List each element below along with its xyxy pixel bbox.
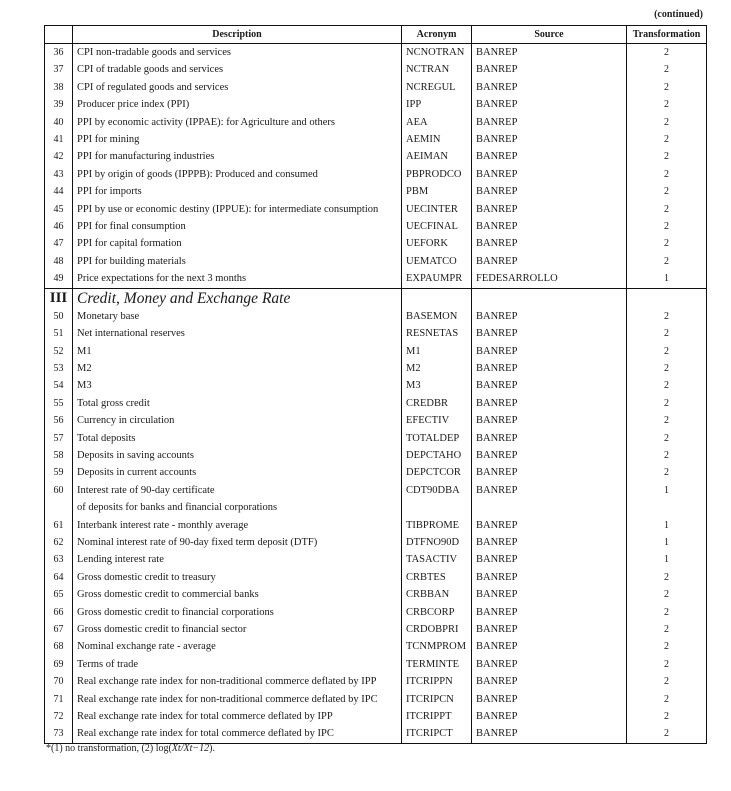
header-transformation: Transformation bbox=[627, 26, 707, 44]
cell-description: M3 bbox=[73, 377, 402, 394]
cell-description: Currency in circulation bbox=[73, 412, 402, 429]
table-row bbox=[45, 114, 707, 131]
cell-source: BANREP bbox=[472, 656, 627, 673]
cell-source: BANREP bbox=[472, 569, 627, 586]
cell-source: BANREP bbox=[472, 447, 627, 464]
table-row bbox=[45, 218, 707, 235]
cell-acronym: NCREGUL bbox=[402, 79, 472, 96]
cell-description: PPI for manufacturing industries bbox=[73, 148, 402, 165]
header-description: Description bbox=[73, 26, 402, 44]
cell-num: 58 bbox=[45, 447, 73, 464]
cell-description: CPI of tradable goods and services bbox=[73, 61, 402, 78]
cell-source: BANREP bbox=[472, 725, 627, 743]
cell-source: BANREP bbox=[472, 673, 627, 690]
table-row bbox=[45, 253, 707, 270]
table-row bbox=[45, 360, 707, 377]
table-row bbox=[45, 131, 707, 148]
cell-description: PPI by economic activity (IPPAE): for Agriculture and others bbox=[73, 114, 402, 131]
cell-acronym: EFECTIV bbox=[402, 412, 472, 429]
table-row bbox=[45, 96, 707, 113]
cell-source: BANREP bbox=[472, 183, 627, 200]
cell-transformation: 2 bbox=[627, 586, 707, 603]
table-row bbox=[45, 166, 707, 183]
cell-source: BANREP bbox=[472, 201, 627, 218]
cell-description: Lending interest rate bbox=[73, 551, 402, 568]
cell-transformation: 2 bbox=[627, 131, 707, 148]
table-row bbox=[45, 325, 707, 342]
cell-acronym: DTFNO90D bbox=[402, 534, 472, 551]
table-row bbox=[45, 534, 707, 551]
section-blank-cell bbox=[402, 288, 472, 308]
cell-acronym: AEMIN bbox=[402, 131, 472, 148]
cell-description: Gross domestic credit to financial corporations bbox=[73, 604, 402, 621]
cell-description: Deposits in saving accounts bbox=[73, 447, 402, 464]
cell-transformation bbox=[627, 499, 707, 516]
cell-num: 61 bbox=[45, 517, 73, 534]
footnote-suffix: ). bbox=[209, 743, 215, 754]
cell-num: 70 bbox=[45, 673, 73, 690]
cell-transformation: 2 bbox=[627, 201, 707, 218]
cell-acronym: DEPCTAHO bbox=[402, 447, 472, 464]
cell-num: 55 bbox=[45, 395, 73, 412]
table-row bbox=[45, 464, 707, 481]
table-row bbox=[45, 604, 707, 621]
table-row bbox=[45, 148, 707, 165]
cell-acronym: IPP bbox=[402, 96, 472, 113]
cell-transformation: 2 bbox=[627, 96, 707, 113]
cell-acronym: NCTRAN bbox=[402, 61, 472, 78]
header-number bbox=[45, 26, 73, 44]
cell-description: PPI by origin of goods (IPPPB): Produced and consumed bbox=[73, 166, 402, 183]
section-blank-cell bbox=[627, 288, 707, 308]
cell-transformation: 2 bbox=[627, 691, 707, 708]
cell-num: 38 bbox=[45, 79, 73, 96]
table-row bbox=[45, 586, 707, 603]
table-row bbox=[45, 482, 707, 499]
cell-transformation: 2 bbox=[627, 183, 707, 200]
table-row bbox=[45, 343, 707, 360]
table-row bbox=[45, 201, 707, 218]
cell-num: 45 bbox=[45, 201, 73, 218]
table-row bbox=[45, 691, 707, 708]
cell-transformation: 2 bbox=[627, 464, 707, 481]
cell-transformation: 2 bbox=[627, 148, 707, 165]
cell-transformation: 2 bbox=[627, 673, 707, 690]
cell-transformation: 2 bbox=[627, 308, 707, 325]
cell-acronym: CDT90DBA bbox=[402, 482, 472, 499]
cell-transformation: 2 bbox=[627, 235, 707, 252]
cell-acronym: ITCRIPPN bbox=[402, 673, 472, 690]
cell-description: Nominal exchange rate - average bbox=[73, 638, 402, 655]
cell-transformation: 1 bbox=[627, 270, 707, 288]
footnote-prefix: *(1) no transformation, (2) log( bbox=[46, 743, 172, 754]
cell-num: 41 bbox=[45, 131, 73, 148]
cell-source: BANREP bbox=[472, 325, 627, 342]
cell-transformation: 2 bbox=[627, 604, 707, 621]
cell-description: Nominal interest rate of 90-day fixed term deposit (DTF) bbox=[73, 534, 402, 551]
section-title: Credit, Money and Exchange Rate bbox=[73, 288, 402, 308]
cell-num: 52 bbox=[45, 343, 73, 360]
cell-num: 53 bbox=[45, 360, 73, 377]
cell-num: 71 bbox=[45, 691, 73, 708]
cell-description: PPI by use or economic destiny (IPPUE): for intermediate consumption bbox=[73, 201, 402, 218]
cell-source: BANREP bbox=[472, 517, 627, 534]
cell-transformation: 2 bbox=[627, 61, 707, 78]
cell-description: Total gross credit bbox=[73, 395, 402, 412]
cell-description: PPI for imports bbox=[73, 183, 402, 200]
cell-acronym: AEA bbox=[402, 114, 472, 131]
cell-description: PPI for capital formation bbox=[73, 235, 402, 252]
cell-num: 62 bbox=[45, 534, 73, 551]
cell-source: BANREP bbox=[472, 412, 627, 429]
table-row bbox=[45, 430, 707, 447]
cell-transformation: 2 bbox=[627, 569, 707, 586]
cell-description: M1 bbox=[73, 343, 402, 360]
cell-acronym: ITCRIPCN bbox=[402, 691, 472, 708]
cell-transformation: 2 bbox=[627, 621, 707, 638]
cell-num: 67 bbox=[45, 621, 73, 638]
cell-description: of deposits for banks and financial corporations bbox=[73, 499, 402, 516]
table-row bbox=[45, 235, 707, 252]
cell-description: Net international reserves bbox=[73, 325, 402, 342]
footnote bbox=[46, 743, 215, 754]
cell-transformation: 2 bbox=[627, 253, 707, 270]
cell-transformation: 2 bbox=[627, 325, 707, 342]
cell-acronym: BASEMON bbox=[402, 308, 472, 325]
cell-source: BANREP bbox=[472, 534, 627, 551]
cell-source: BANREP bbox=[472, 79, 627, 96]
cell-source: BANREP bbox=[472, 166, 627, 183]
cell-description: Gross domestic credit to treasury bbox=[73, 569, 402, 586]
table-row bbox=[45, 61, 707, 78]
cell-source: BANREP bbox=[472, 464, 627, 481]
cell-source: BANREP bbox=[472, 551, 627, 568]
cell-acronym: PBPRODCO bbox=[402, 166, 472, 183]
cell-source: BANREP bbox=[472, 708, 627, 725]
cell-source: BANREP bbox=[472, 360, 627, 377]
cell-num: 69 bbox=[45, 656, 73, 673]
cell-num: 64 bbox=[45, 569, 73, 586]
cell-description: Price expectations for the next 3 months bbox=[73, 270, 402, 288]
cell-source: BANREP bbox=[472, 395, 627, 412]
cell-description: M2 bbox=[73, 360, 402, 377]
cell-transformation: 2 bbox=[627, 395, 707, 412]
cell-num: 60 bbox=[45, 482, 73, 499]
cell-transformation: 2 bbox=[627, 79, 707, 96]
cell-num: 44 bbox=[45, 183, 73, 200]
table-header-row bbox=[45, 26, 707, 44]
cell-transformation: 2 bbox=[627, 412, 707, 429]
table-row bbox=[45, 569, 707, 586]
cell-num: 49 bbox=[45, 270, 73, 288]
cell-source: BANREP bbox=[472, 638, 627, 655]
cell-description: Real exchange rate index for total commerce deflated by IPP bbox=[73, 708, 402, 725]
cell-description: PPI for mining bbox=[73, 131, 402, 148]
cell-description: Total deposits bbox=[73, 430, 402, 447]
cell-description: Interest rate of 90-day certificate bbox=[73, 482, 402, 499]
cell-transformation: 2 bbox=[627, 166, 707, 183]
cell-num: 57 bbox=[45, 430, 73, 447]
cell-acronym: TERMINTE bbox=[402, 656, 472, 673]
cell-acronym: M2 bbox=[402, 360, 472, 377]
cell-source: BANREP bbox=[472, 235, 627, 252]
cell-acronym: UECFINAL bbox=[402, 218, 472, 235]
cell-description: Producer price index (PPI) bbox=[73, 96, 402, 113]
cell-transformation: 2 bbox=[627, 638, 707, 655]
cell-transformation: 1 bbox=[627, 534, 707, 551]
cell-description: PPI for building materials bbox=[73, 253, 402, 270]
table-row bbox=[45, 395, 707, 412]
table-row bbox=[45, 656, 707, 673]
cell-acronym: UEFORK bbox=[402, 235, 472, 252]
section-numeral: III bbox=[45, 288, 73, 308]
table-row bbox=[45, 708, 707, 725]
cell-transformation: 2 bbox=[627, 430, 707, 447]
cell-source: BANREP bbox=[472, 604, 627, 621]
cell-num: 46 bbox=[45, 218, 73, 235]
table-row bbox=[45, 79, 707, 96]
cell-acronym: ITCRIPPT bbox=[402, 708, 472, 725]
cell-transformation: 2 bbox=[627, 360, 707, 377]
cell-description: Real exchange rate index for non-traditional commerce deflated by IPC bbox=[73, 691, 402, 708]
cell-source: BANREP bbox=[472, 343, 627, 360]
cell-acronym: TIBPROME bbox=[402, 517, 472, 534]
section-header-row bbox=[45, 288, 707, 308]
cell-transformation: 1 bbox=[627, 551, 707, 568]
cell-num: 54 bbox=[45, 377, 73, 394]
cell-num: 40 bbox=[45, 114, 73, 131]
cell-description: Monetary base bbox=[73, 308, 402, 325]
cell-acronym: TCNMPROM bbox=[402, 638, 472, 655]
cell-num: 63 bbox=[45, 551, 73, 568]
cell-acronym: M1 bbox=[402, 343, 472, 360]
cell-transformation: 2 bbox=[627, 725, 707, 743]
cell-transformation: 2 bbox=[627, 343, 707, 360]
cell-source: BANREP bbox=[472, 61, 627, 78]
cell-num: 36 bbox=[45, 44, 73, 62]
variables-table bbox=[44, 25, 707, 744]
cell-num bbox=[45, 499, 73, 516]
cell-num: 50 bbox=[45, 308, 73, 325]
table-body bbox=[45, 44, 707, 744]
table-row bbox=[45, 638, 707, 655]
cell-acronym: ITCRIPCT bbox=[402, 725, 472, 743]
cell-description: Interbank interest rate - monthly average bbox=[73, 517, 402, 534]
cell-source: BANREP bbox=[472, 308, 627, 325]
cell-transformation: 2 bbox=[627, 708, 707, 725]
cell-source: BANREP bbox=[472, 96, 627, 113]
cell-num: 37 bbox=[45, 61, 73, 78]
cell-num: 73 bbox=[45, 725, 73, 743]
cell-transformation: 1 bbox=[627, 482, 707, 499]
cell-source: BANREP bbox=[472, 148, 627, 165]
cell-transformation: 2 bbox=[627, 656, 707, 673]
table-row bbox=[45, 270, 707, 288]
cell-num: 51 bbox=[45, 325, 73, 342]
table-row bbox=[45, 183, 707, 200]
cell-acronym: CRBTES bbox=[402, 569, 472, 586]
table-row bbox=[45, 499, 707, 516]
cell-transformation: 2 bbox=[627, 447, 707, 464]
table-row bbox=[45, 551, 707, 568]
cell-description: Real exchange rate index for total commerce deflated by IPC bbox=[73, 725, 402, 743]
cell-num: 43 bbox=[45, 166, 73, 183]
cell-source: BANREP bbox=[472, 621, 627, 638]
section-blank-cell bbox=[472, 288, 627, 308]
cell-description: CPI of regulated goods and services bbox=[73, 79, 402, 96]
cell-acronym: UEMATCO bbox=[402, 253, 472, 270]
cell-acronym: UECINTER bbox=[402, 201, 472, 218]
cell-source: BANREP bbox=[472, 377, 627, 394]
cell-source: BANREP bbox=[472, 586, 627, 603]
cell-acronym: M3 bbox=[402, 377, 472, 394]
continued-label: (continued) bbox=[654, 9, 703, 20]
cell-source: BANREP bbox=[472, 114, 627, 131]
cell-description: Gross domestic credit to commercial banks bbox=[73, 586, 402, 603]
cell-acronym: EXPAUMPR bbox=[402, 270, 472, 288]
cell-acronym bbox=[402, 499, 472, 516]
cell-num: 66 bbox=[45, 604, 73, 621]
cell-transformation: 2 bbox=[627, 218, 707, 235]
cell-description: PPI for final consumption bbox=[73, 218, 402, 235]
cell-acronym: PBM bbox=[402, 183, 472, 200]
cell-num: 47 bbox=[45, 235, 73, 252]
cell-transformation: 2 bbox=[627, 114, 707, 131]
cell-num: 59 bbox=[45, 464, 73, 481]
cell-num: 48 bbox=[45, 253, 73, 270]
cell-acronym: CRDOBPRI bbox=[402, 621, 472, 638]
table-row bbox=[45, 447, 707, 464]
cell-source: BANREP bbox=[472, 218, 627, 235]
table-row bbox=[45, 412, 707, 429]
cell-acronym: NCNOTRAN bbox=[402, 44, 472, 62]
cell-description: Deposits in current accounts bbox=[73, 464, 402, 481]
cell-source: BANREP bbox=[472, 482, 627, 499]
header-source: Source bbox=[472, 26, 627, 44]
cell-acronym: CRBBAN bbox=[402, 586, 472, 603]
cell-num: 65 bbox=[45, 586, 73, 603]
cell-num: 56 bbox=[45, 412, 73, 429]
cell-source: BANREP bbox=[472, 691, 627, 708]
cell-num: 42 bbox=[45, 148, 73, 165]
cell-description: Terms of trade bbox=[73, 656, 402, 673]
table-row bbox=[45, 44, 707, 62]
cell-description: Real exchange rate index for non-traditional commerce deflated by IPP bbox=[73, 673, 402, 690]
cell-source: BANREP bbox=[472, 44, 627, 62]
cell-transformation: 2 bbox=[627, 44, 707, 62]
cell-num: 39 bbox=[45, 96, 73, 113]
cell-num: 72 bbox=[45, 708, 73, 725]
cell-source: BANREP bbox=[472, 253, 627, 270]
cell-transformation: 1 bbox=[627, 517, 707, 534]
table-row bbox=[45, 377, 707, 394]
cell-acronym: RESNETAS bbox=[402, 325, 472, 342]
table-row bbox=[45, 308, 707, 325]
table-row bbox=[45, 621, 707, 638]
cell-description: Gross domestic credit to financial sector bbox=[73, 621, 402, 638]
cell-num: 68 bbox=[45, 638, 73, 655]
cell-acronym: CRBCORP bbox=[402, 604, 472, 621]
cell-description: CPI non-tradable goods and services bbox=[73, 44, 402, 62]
cell-transformation: 2 bbox=[627, 377, 707, 394]
cell-source: BANREP bbox=[472, 430, 627, 447]
cell-source bbox=[472, 499, 627, 516]
cell-source: BANREP bbox=[472, 131, 627, 148]
cell-acronym: TASACTIV bbox=[402, 551, 472, 568]
table-row bbox=[45, 517, 707, 534]
cell-acronym: TOTALDEP bbox=[402, 430, 472, 447]
footnote-formula: Xt/Xt−12 bbox=[171, 743, 210, 754]
cell-acronym: AEIMAN bbox=[402, 148, 472, 165]
header-acronym: Acronym bbox=[402, 26, 472, 44]
table-row bbox=[45, 725, 707, 743]
table-row bbox=[45, 673, 707, 690]
cell-source: FEDESARROLLO bbox=[472, 270, 627, 288]
cell-acronym: DEPCTCOR bbox=[402, 464, 472, 481]
cell-acronym: CREDBR bbox=[402, 395, 472, 412]
